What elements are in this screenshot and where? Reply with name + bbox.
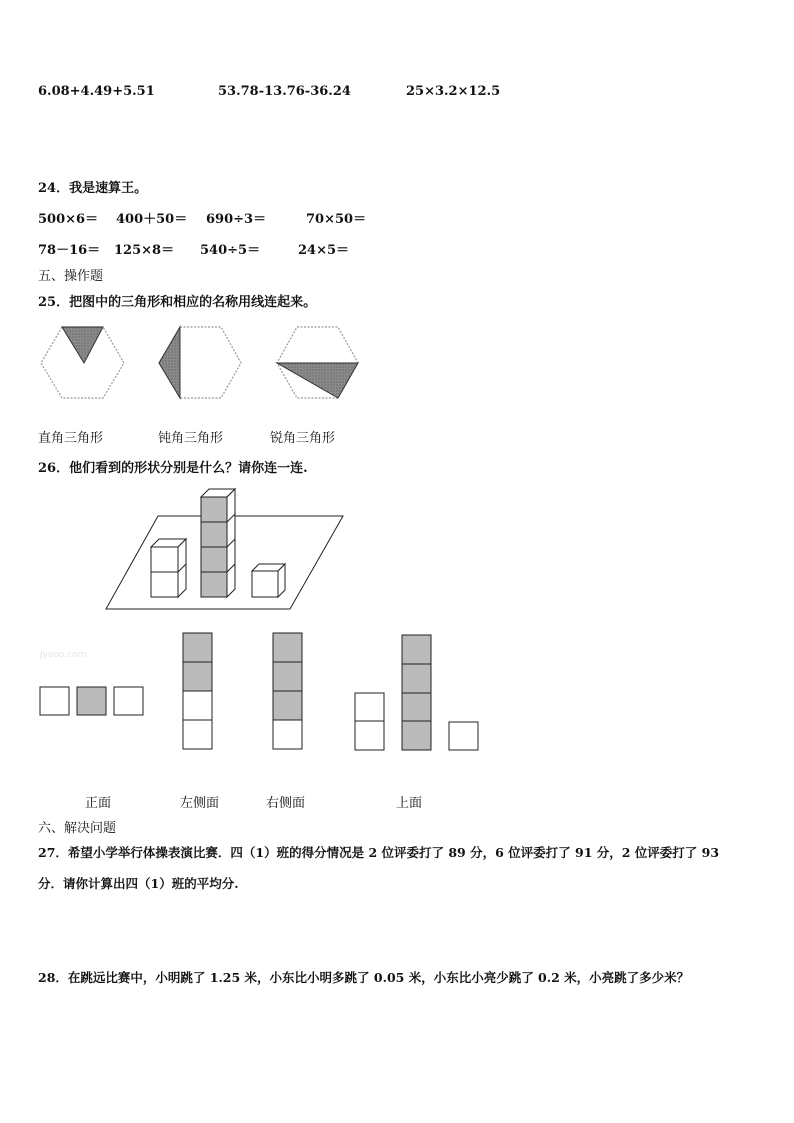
- label-right-triangle: 直角三角形: [38, 431, 104, 446]
- q24-r1-c4: 70×50＝: [306, 212, 367, 227]
- label-front-view: 正面: [85, 796, 112, 811]
- q26-title: 26．他们看到的形状分别是什么？请你连一连.: [38, 461, 308, 476]
- q24-r2-c3: 540÷5＝: [200, 243, 261, 258]
- q24-r2-c1: 78－16＝: [38, 243, 101, 258]
- label-obtuse-triangle: 钝角三角形: [158, 431, 224, 446]
- view-option-column-b: [273, 633, 302, 749]
- q24-r1-c1: 500×6＝: [38, 212, 99, 227]
- q27-line-2: 分．请你计算出四（1）班的平均分.: [38, 876, 239, 891]
- label-left-side-view: 左侧面: [180, 796, 220, 811]
- view-option-three-columns: [355, 635, 478, 750]
- label-top-view: 上面: [396, 796, 423, 811]
- hexagon-right-triangle-figure: [41, 327, 124, 398]
- hexagon-obtuse-triangle-figure: [159, 327, 241, 398]
- calc-expression-1: 6.08+4.49+5.51: [38, 84, 155, 99]
- calc-expression-2: 53.78-13.76-36.24: [218, 84, 351, 99]
- section-6-heading: 六、解决问题: [38, 821, 117, 836]
- section-5-heading: 五、操作题: [38, 269, 104, 284]
- hexagon-acute-triangle-figure: [277, 327, 358, 398]
- left-cube-stack: [151, 539, 186, 597]
- q28-text: 28．在跳远比赛中，小明跳了 1.25 米，小东比小明多跳了 0.05 米，小东比小亮少跳了 0.2 米，小亮跳了多少米？: [38, 970, 690, 985]
- view-option-row-of-three: [40, 687, 143, 715]
- q25-title: 25．把图中的三角形和相应的名称用线连起来。: [38, 295, 317, 310]
- label-acute-triangle: 锐角三角形: [270, 431, 336, 446]
- q24-r2-c4: 24×5＝: [298, 243, 350, 258]
- single-cube: [252, 564, 285, 597]
- q24-title: 24．我是速算王。: [38, 181, 148, 196]
- q24-r2-c2: 125×8＝: [114, 243, 175, 258]
- q27-line-1: 27．希望小学举行体操表演比赛．四（1）班的得分情况是 2 位评委打了 89 分，6 位评委打了 91 分，2 位评委打了 93: [38, 845, 720, 860]
- watermark: Jyeoo.com: [40, 650, 87, 660]
- q24-r1-c2: 400＋50＝: [116, 212, 188, 227]
- tall-cube-stack: [201, 489, 235, 597]
- label-right-side-view: 右侧面: [266, 796, 306, 811]
- view-option-column-a: [183, 633, 212, 749]
- calc-expression-3: 25×3.2×12.5: [406, 84, 501, 99]
- cube-arrangement-figure: [106, 489, 343, 609]
- q24-r1-c3: 690÷3＝: [206, 212, 267, 227]
